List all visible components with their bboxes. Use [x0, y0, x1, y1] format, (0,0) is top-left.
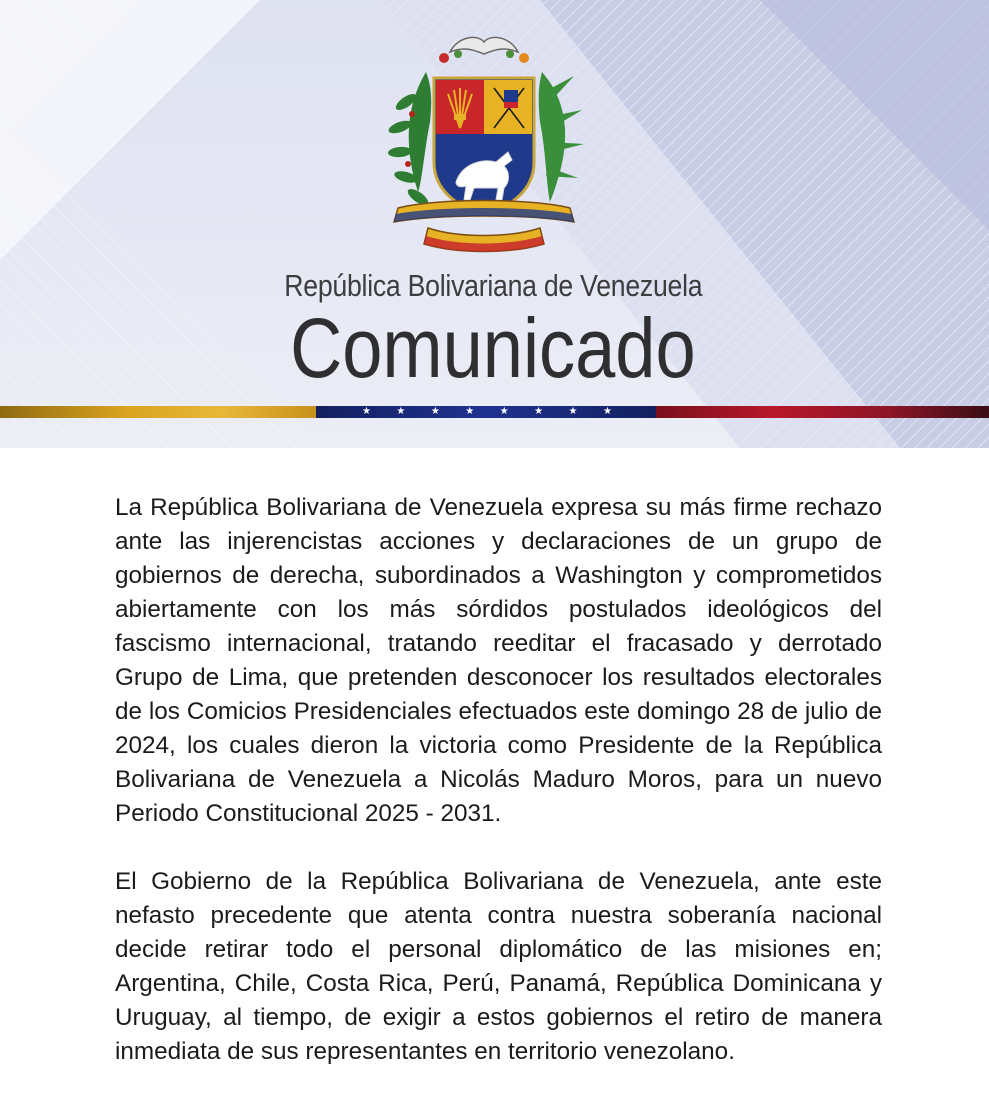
paragraph-diplomatic-withdrawal: El Gobierno de la República Bolivariana de Venezuela, ante este nefasto precedente que atenta contra nuestra soberanía nacional decide retirar todo el personal diplomático de las misiones en; Argentina, Chile, Costa Rica, Perú, Panamá, República Dominicana y Uruguay, al tiempo, de exigir a estos gobiernos el retiro de manera inmediata de sus representantes en territorio venezolano.: [115, 868, 882, 1065]
republic-subtitle: República Bolivariana de Venezuela: [284, 268, 703, 303]
coat-of-arms-icon: [378, 32, 590, 260]
band-gold: [0, 406, 316, 418]
paragraph-rejection: La República Bolivariana de Venezuela expresa su más firme rechazo ante las injerencistas acciones y declaraciones de un grupo de gobiernos de derecha, subordinados a Washington y comprometidos abiertamente con los más sórdidos postulados ideológicos del fascismo internacional, tratando reeditar el fracasado y derrotado Grupo de Lima, que pretenden desconocer los resultados electorales de los Comicios Presidenciales efectuados este domingo 28 de julio de 2024, los cuales dieron la victoria como Presidente de la República Bolivariana de Venezuela a Nicolás Maduro Moros, para un nuevo Periodo Constitucional 2025 - 2031.: [115, 494, 882, 827]
star-icon: ★: [568, 406, 578, 417]
star-icon: ★: [430, 406, 440, 417]
star-icon: ★: [396, 406, 406, 417]
communique-header: [0, 0, 989, 448]
tricolor-band: [0, 406, 989, 418]
band-stars: [362, 405, 612, 417]
star-icon: ★: [534, 406, 544, 417]
star-icon: ★: [465, 406, 475, 417]
band-red: [656, 406, 989, 418]
star-icon: ★: [602, 406, 612, 417]
communique-body: [115, 491, 882, 1069]
page-title: Comunicado: [290, 301, 696, 395]
star-icon: ★: [499, 406, 509, 417]
star-icon: ★: [362, 406, 371, 417]
